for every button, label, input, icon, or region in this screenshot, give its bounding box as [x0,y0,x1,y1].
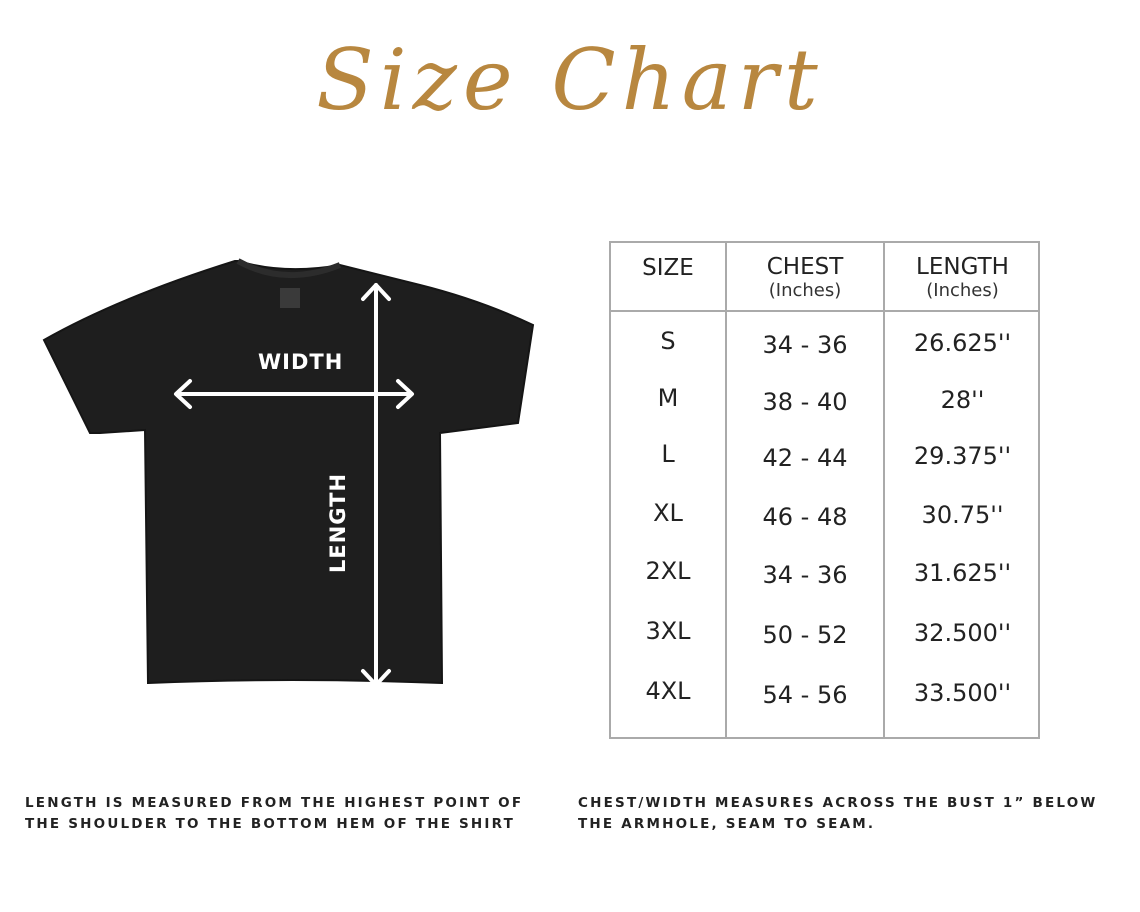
label-tag [280,288,300,308]
chest-note: CHEST/WIDTH MEASURES ACROSS THE BUST 1” BELOW THE ARMHOLE, SEAM TO SEAM. [578,795,1098,832]
length-label: LENGTH [326,472,350,573]
cell-size: L [661,440,675,468]
header-length: LENGTH (Inches) [916,254,1009,301]
page-title: Size Chart [316,31,824,129]
cell-size: S [660,327,676,355]
cell-chest: 34 - 36 [762,561,848,589]
cell-chest: 42 - 44 [762,444,848,472]
cell-size: XL [653,499,683,527]
cell-chest: 54 - 56 [762,681,848,709]
cell-size: M [657,384,679,412]
cell-size: 2XL [645,557,691,585]
cell-length: 28'' [940,386,985,414]
tshirt-icon [40,255,540,695]
cell-length: 32.500'' [913,619,1012,647]
tshirt-diagram [40,255,540,695]
header-size: SIZE [642,255,694,281]
cell-length: 26.625'' [913,329,1012,357]
width-label: WIDTH [258,350,344,374]
cell-length: 30.75'' [921,501,1004,529]
cell-chest: 34 - 36 [762,331,848,359]
cell-size: 4XL [645,677,691,705]
cell-chest: 46 - 48 [762,503,848,531]
cell-chest: 38 - 40 [762,388,848,416]
cell-length: 33.500'' [913,679,1012,707]
cell-length: 29.375'' [913,442,1012,470]
size-table [609,241,1040,739]
length-note: LENGTH IS MEASURED FROM THE HIGHEST POINT OF THE SHOULDER TO THE BOTTOM HEM OF THE SHIRT [25,795,524,832]
cell-size: 3XL [645,617,691,645]
cell-chest: 50 - 52 [762,621,848,649]
cell-length: 31.625'' [913,559,1012,587]
header-chest: CHEST (Inches) [766,254,844,301]
